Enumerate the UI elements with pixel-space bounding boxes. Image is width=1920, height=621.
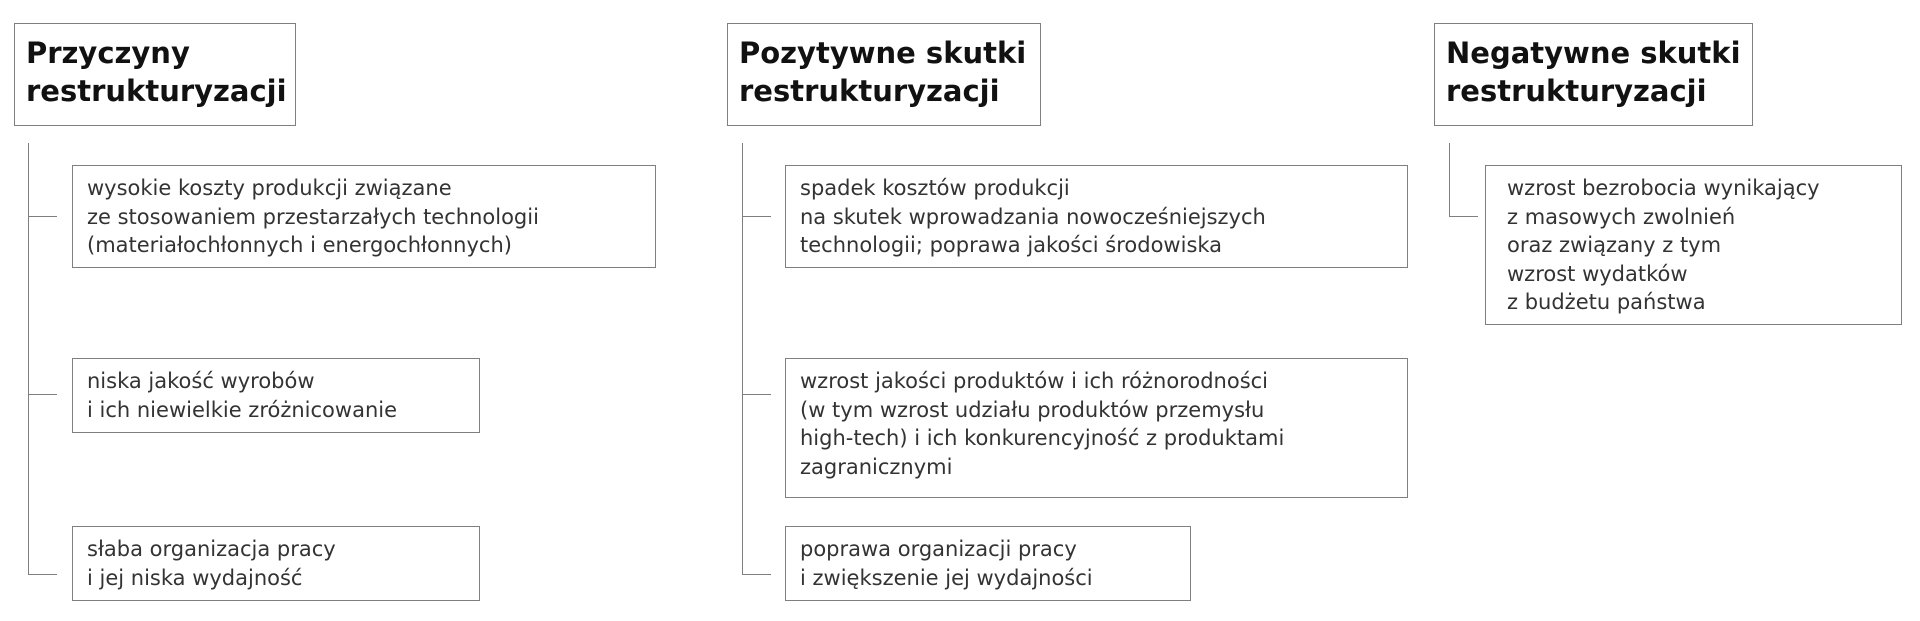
positive-2-line-4: zagranicznymi: [800, 454, 953, 479]
positive-3-line-2: i zwiększenie jej wydajności: [800, 565, 1093, 590]
positive-header-line-1: Pozytywne skutki: [739, 36, 1027, 70]
cause-box-2: [72, 358, 480, 433]
negative-1-line-5: z budżetu państwa: [1507, 290, 1706, 314]
positive-2-line-2: (w tym wzrost udziału produktów przemysłu: [800, 397, 1265, 422]
positive-2-line-3: high-tech) i ich konkurencyjność z produktami: [800, 426, 1285, 450]
positive-3-line-1: poprawa organizacji pracy: [800, 537, 1077, 561]
positive-header-line-2: restrukturyzacji: [739, 74, 1000, 108]
positive-connector-branch-2: [742, 394, 771, 395]
cause-box-1: [72, 165, 656, 268]
cause-3-line-2: i jej niska wydajność: [87, 565, 303, 590]
cause-3-line-1: słaba organizacja pracy: [87, 537, 336, 561]
positive-connector-trunk: [742, 143, 743, 575]
causes-connector-branch-1: [28, 216, 57, 217]
causes-connector-branch-3: [28, 574, 57, 575]
positive-1-line-3: technologii; poprawa jakości środowiska: [800, 233, 1223, 257]
positive-1-line-2: na skutek wprowadzania nowocześniejszych: [800, 204, 1266, 229]
negative-header-line-2: restrukturyzacji: [1446, 74, 1707, 108]
positive-header: [727, 23, 1041, 126]
cause-2-line-2: i ich niewielkie zróżnicowanie: [87, 397, 398, 422]
negative-1-line-2: z masowych zwolnień: [1507, 204, 1736, 229]
positive-1-line-1: spadek kosztów produkcji: [800, 176, 1070, 200]
positive-2-line-1: wzrost jakości produktów i ich różnorodności: [800, 369, 1269, 393]
negative-1-line-3: oraz związany z tym: [1507, 233, 1722, 257]
cause-box-3: [72, 526, 480, 601]
positive-box-1: [785, 165, 1408, 268]
negative-header-line-1: Negatywne skutki: [1446, 36, 1741, 70]
negative-1-line-1: wzrost bezrobocia wynikający: [1507, 176, 1820, 200]
positive-box-2: [785, 358, 1408, 498]
negative-connector-trunk: [1449, 143, 1450, 217]
cause-1-line-3: (materiałochłonnych i energochłonnych): [87, 233, 512, 257]
negative-box-1: [1485, 165, 1902, 325]
causes-header-line-1: Przyczyny: [26, 36, 190, 70]
cause-2-line-1: niska jakość wyrobów: [87, 369, 315, 393]
negative-1-line-4: wzrost wydatków: [1507, 261, 1688, 286]
negative-header: [1434, 23, 1753, 126]
causes-header-line-2: restrukturyzacji: [26, 74, 287, 108]
positive-connector-branch-1: [742, 216, 771, 217]
cause-1-line-1: wysokie koszty produkcji związane: [87, 176, 452, 200]
negative-connector-branch-1: [1449, 216, 1478, 217]
causes-connector-trunk: [28, 143, 29, 575]
causes-header: [14, 23, 296, 126]
positive-connector-branch-3: [742, 574, 771, 575]
causes-connector-branch-2: [28, 394, 57, 395]
cause-1-line-2: ze stosowaniem przestarzałych technologii: [87, 204, 539, 229]
positive-box-3: [785, 526, 1191, 601]
